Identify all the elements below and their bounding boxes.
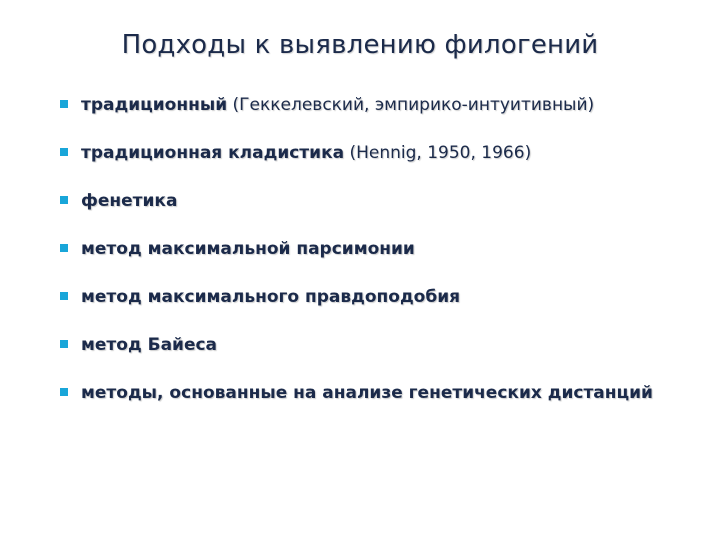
item-term: метод максимальной парсимонии [81,239,415,259]
list-item [60,336,680,354]
item-note: (Геккелевский, эмпирико-интуитивный) [232,95,595,115]
item-term: методы, основанные на анализе генетических дистанций [81,383,653,403]
square-bullet-icon [60,340,68,348]
list-item [60,144,680,162]
list-item [60,384,680,402]
list-item [60,240,680,258]
square-bullet-icon [60,388,68,396]
item-term: метод максимального правдоподобия [81,287,461,307]
square-bullet-icon [60,100,68,108]
item-term: фенетика [81,191,178,211]
item-term: традиционная кладистика [81,143,345,163]
list-item [60,288,680,306]
list-item [60,192,680,210]
item-term: традиционный [81,95,228,115]
square-bullet-icon [60,196,68,204]
square-bullet-icon [60,292,68,300]
slide-title: Подходы к выявлению филогений [121,30,599,60]
item-term: метод Байеса [81,335,218,355]
bullet-list [60,96,680,402]
square-bullet-icon [60,148,68,156]
item-note: (Hennig, 1950, 1966) [349,143,532,163]
square-bullet-icon [60,244,68,252]
list-item [60,96,680,114]
